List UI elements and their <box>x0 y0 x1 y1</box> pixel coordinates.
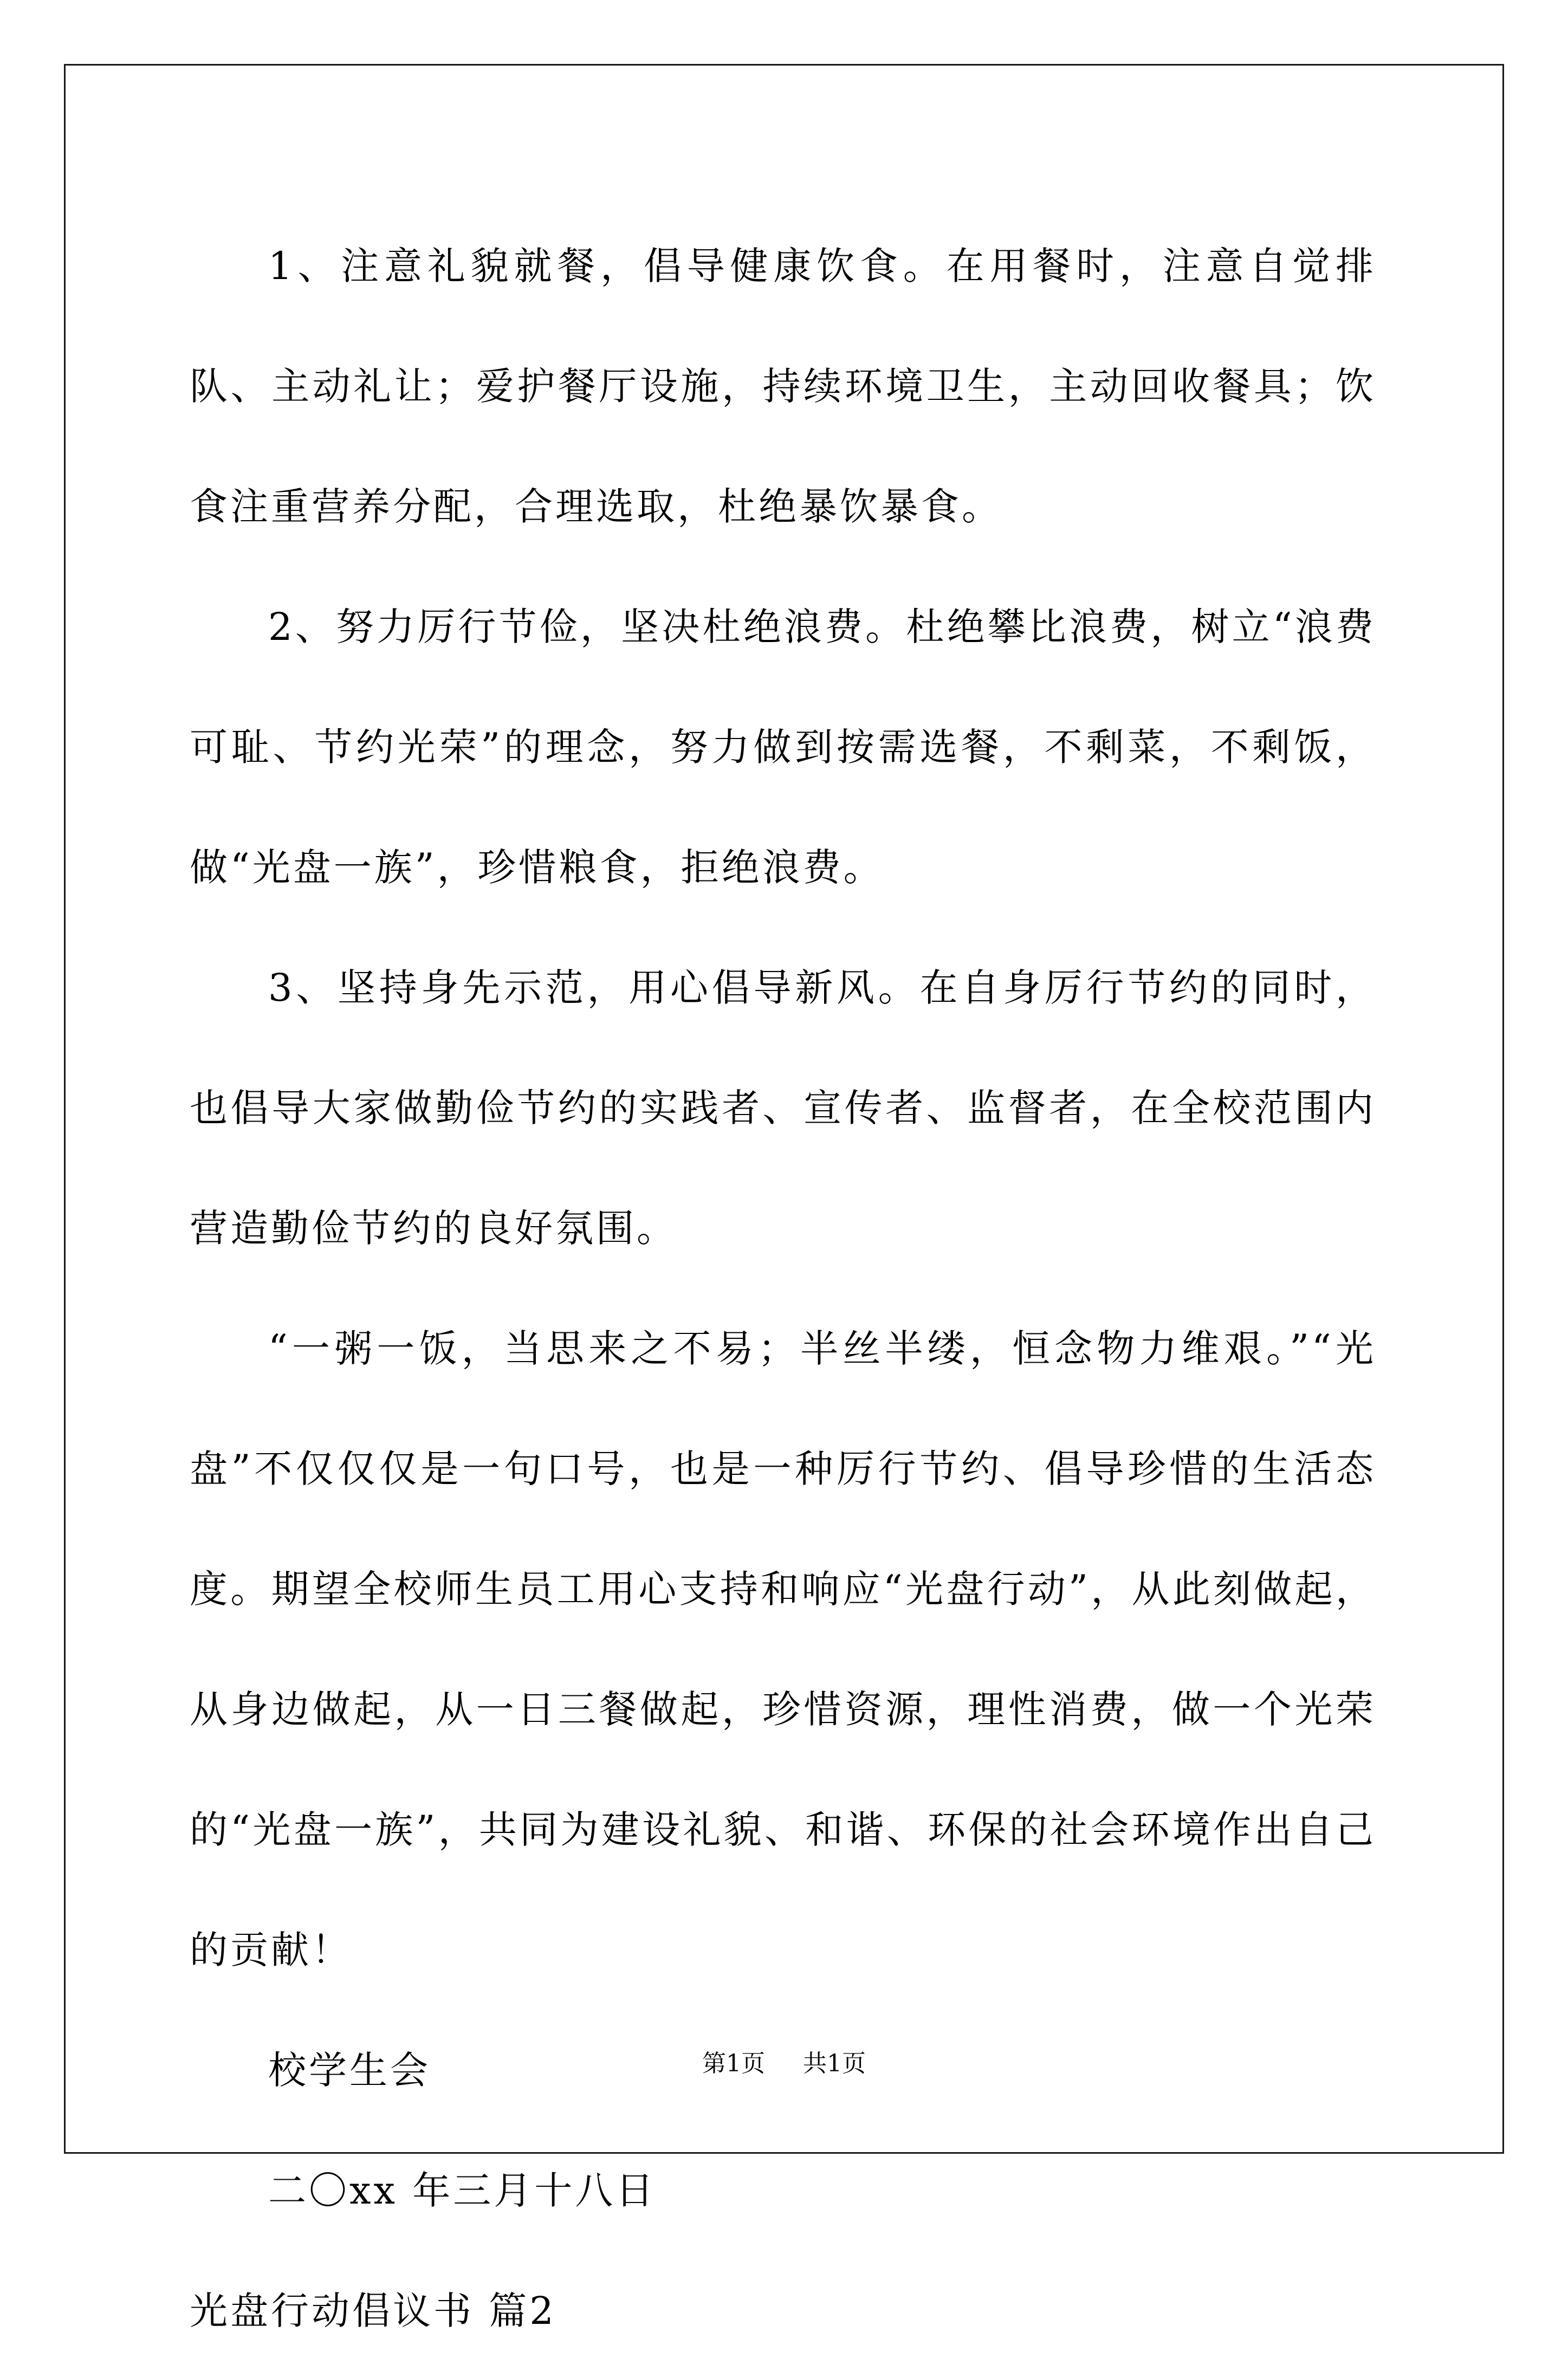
next-section-title: 光盘行动倡议书 篇2 <box>190 2289 556 2333</box>
paragraph-1: 1、注意礼貌就餐，倡导健康饮食。在用餐时，注意自觉排队、主动礼让；爱护餐厅设施，持续环境卫生，主动回收餐具；饮食注重营养分配，合理选取，杜绝暴饮暴食。 <box>190 244 1376 529</box>
page-number-current: 第1页 <box>702 2050 765 2077</box>
paragraph-4: “一粥一饭，当思来之不易；半丝半缕，恒念物力维艰。”“光盘”不仅仅仅是一句口号，也是一种厉行节约、倡导珍惜的生活态度。期望全校师生员工用心支持和响应“光盘行动”，从此刻做起，从身边做起，从一日三餐做起，珍惜资源，理性消费，做一个光荣的“光盘一族”，共同为建设礼貌、和谐、环保的社会环境作出自己的贡献！ <box>190 1326 1376 1972</box>
paragraph-2: 2、努力厉行节俭，坚决杜绝浪费。杜绝攀比浪费，树立“浪费可耻、节约光荣”的理念，努力做到按需选餐，不剩菜，不剩饭，做“光盘一族”，珍惜粮食，拒绝浪费。 <box>190 605 1376 890</box>
date-line: 二〇xx 年三月十八日 <box>268 2168 657 2213</box>
document-body <box>190 206 1376 2371</box>
page-footer <box>0 2048 1568 2080</box>
page-number-total: 共1页 <box>803 2050 866 2077</box>
paragraph-3: 3、坚持身先示范，用心倡导新风。在自身厉行节约的同时，也倡导大家做勤俭节约的实践者、宣传者、监督者，在全校范围内营造勤俭节约的良好氛围。 <box>190 966 1376 1251</box>
signature: 校学生会 <box>268 2048 431 2093</box>
